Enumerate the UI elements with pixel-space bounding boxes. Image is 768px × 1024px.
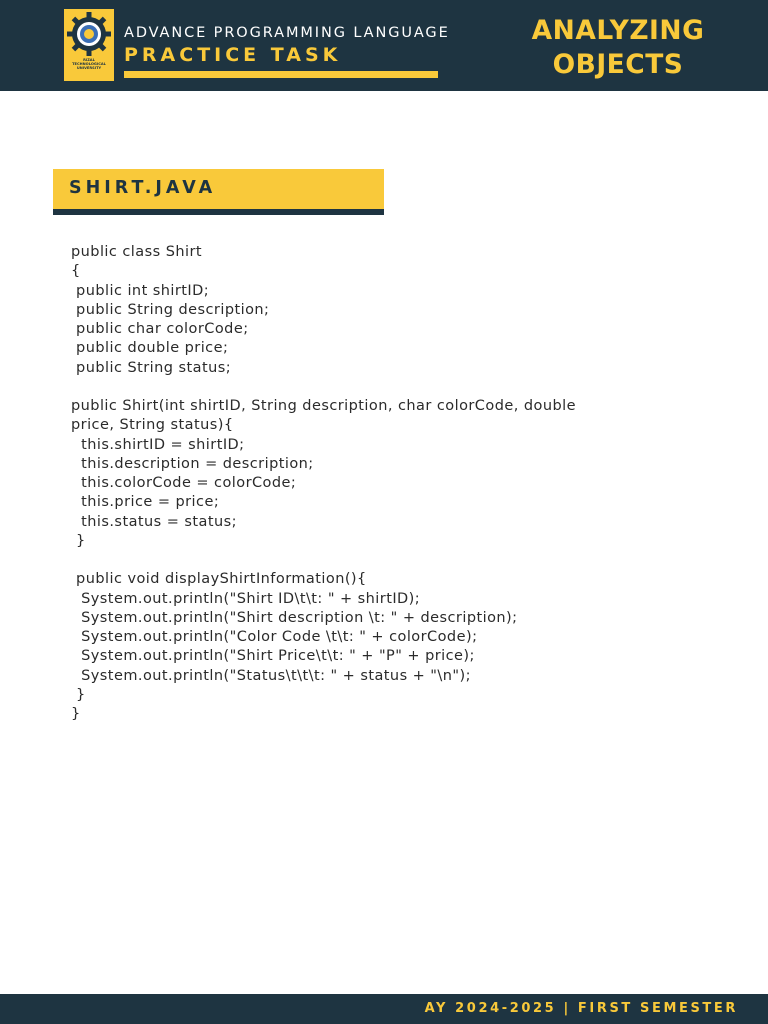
page-title	[520, 14, 716, 82]
gear-seal-icon	[64, 9, 114, 59]
course-name: ADVANCE PROGRAMMING LANGUAGE	[124, 25, 450, 41]
logo-text: RIZAL TECHNOLOGICAL UNIVERSITY	[72, 58, 106, 70]
page-title-line-1: ANALYZING	[531, 15, 705, 46]
footer-text: AY 2024-2025 | FIRST SEMESTER	[424, 1001, 738, 1016]
task-underline	[124, 71, 438, 78]
university-logo	[64, 9, 114, 81]
header-bar	[0, 0, 768, 91]
page-title-line-2: OBJECTS	[552, 49, 684, 80]
code-block: public class Shirt { public int shirtID; public String description; public char colorCode; public double price; public String status; public Shirt(int shirtID, String description, char colorCode, double price, String status){ this.shirtID = shirtID; this.description = description; this.colorCode = colorCode; this.price = price; this.status = status; } public void displayShirtInformation(){ System.out.println("Shirt ID\t\t: " + shirtID); System.out.println("Shirt description \t: " + description); System.out.println("Color Code \t\t: " + colorCode); System.out.println("Shirt Price\t\t: " + "P" + price); System.out.println("Status\t\t\t: " + status + "\n"); } }	[71, 244, 576, 722]
file-name: SHIRT.JAVA	[69, 178, 217, 198]
task-label: PRACTICE TASK	[124, 44, 342, 66]
file-label-box	[53, 169, 384, 209]
footer-bar	[0, 994, 768, 1024]
